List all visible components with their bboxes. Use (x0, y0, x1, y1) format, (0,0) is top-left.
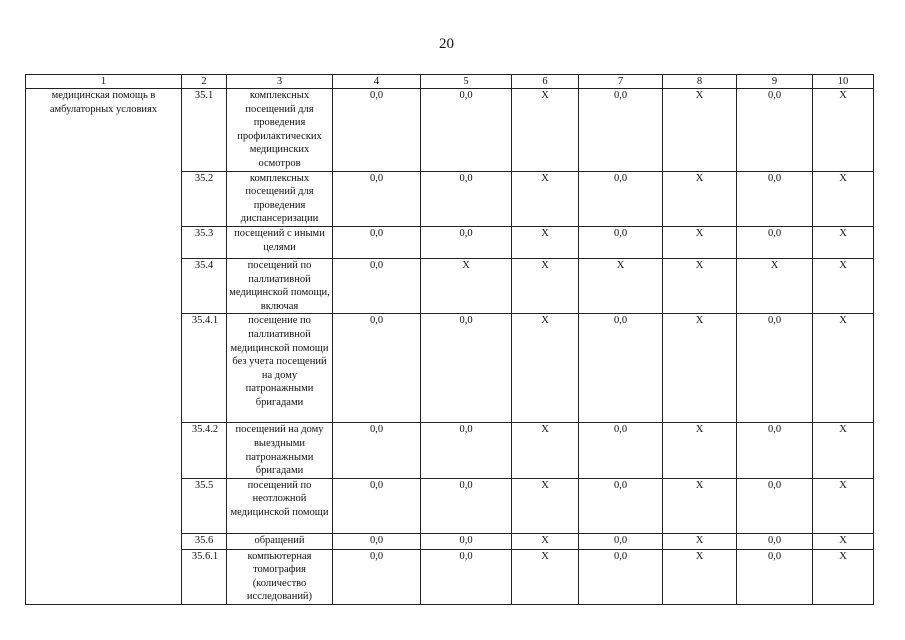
row-name: посещений на дому выездными патронажными бригадами (227, 423, 333, 478)
cell-col4: 0,0 (333, 258, 421, 313)
cell-col7: 0,0 (579, 478, 663, 533)
cell-col4: 0,0 (333, 478, 421, 533)
row-code: 35.1 (182, 89, 227, 172)
column-header: 3 (227, 75, 333, 89)
cell-col5: X (421, 258, 512, 313)
column-header: 8 (663, 75, 737, 89)
row-name: обращений (227, 533, 333, 549)
cell-col6: X (512, 423, 579, 478)
cell-col8: X (663, 423, 737, 478)
cell-col9: 0,0 (737, 89, 813, 172)
cell-col8: X (663, 478, 737, 533)
cell-col6: X (512, 171, 579, 226)
cell-col10: X (813, 423, 874, 478)
cell-col7: X (579, 258, 663, 313)
cell-col9: 0,0 (737, 533, 813, 549)
cell-col9: X (737, 258, 813, 313)
cell-col7: 0,0 (579, 171, 663, 226)
cell-col10: X (813, 171, 874, 226)
row-name: комплексных посещений для проведения диспансеризации (227, 171, 333, 226)
data-table (25, 74, 874, 605)
cell-col4: 0,0 (333, 171, 421, 226)
cell-col7: 0,0 (579, 314, 663, 423)
cell-col9: 0,0 (737, 314, 813, 423)
cell-col7: 0,0 (579, 89, 663, 172)
cell-col5: 0,0 (421, 314, 512, 423)
row-name: компьютерная томография (количество исследований) (227, 549, 333, 604)
table-row (26, 89, 874, 172)
cell-col4: 0,0 (333, 89, 421, 172)
cell-col4: 0,0 (333, 423, 421, 478)
cell-col5: 0,0 (421, 171, 512, 226)
cell-col7: 0,0 (579, 226, 663, 258)
column-header: 7 (579, 75, 663, 89)
cell-col4: 0,0 (333, 549, 421, 604)
cell-col10: X (813, 258, 874, 313)
cell-col9: 0,0 (737, 423, 813, 478)
row-code: 35.4.1 (182, 314, 227, 423)
cell-col5: 0,0 (421, 478, 512, 533)
cell-col6: X (512, 533, 579, 549)
column-header: 2 (182, 75, 227, 89)
cell-col8: X (663, 549, 737, 604)
row-name: посещений по паллиативной медицинской помощи, включая (227, 258, 333, 313)
cell-col8: X (663, 226, 737, 258)
column-header: 9 (737, 75, 813, 89)
cell-col8: X (663, 89, 737, 172)
cell-col8: X (663, 314, 737, 423)
cell-col7: 0,0 (579, 423, 663, 478)
row-code: 35.6.1 (182, 549, 227, 604)
row-code: 35.2 (182, 171, 227, 226)
cell-col6: X (512, 478, 579, 533)
cell-col4: 0,0 (333, 314, 421, 423)
column-header: 10 (813, 75, 874, 89)
cell-col5: 0,0 (421, 533, 512, 549)
cell-col8: X (663, 258, 737, 313)
cell-col10: X (813, 314, 874, 423)
cell-col6: X (512, 258, 579, 313)
column-header: 6 (512, 75, 579, 89)
cell-col5: 0,0 (421, 423, 512, 478)
cell-col4: 0,0 (333, 226, 421, 258)
cell-col10: X (813, 549, 874, 604)
cell-col10: X (813, 478, 874, 533)
cell-col8: X (663, 171, 737, 226)
cell-col6: X (512, 226, 579, 258)
cell-col9: 0,0 (737, 171, 813, 226)
cell-col7: 0,0 (579, 549, 663, 604)
row-name: посещение по паллиативной медицинской помощи без учета посещений на дому патронажными бригадами (227, 314, 333, 423)
page-number: 20 (439, 36, 454, 52)
cell-col4: 0,0 (333, 533, 421, 549)
cell-col9: 0,0 (737, 549, 813, 604)
cell-col10: X (813, 89, 874, 172)
cell-col5: 0,0 (421, 89, 512, 172)
cell-col5: 0,0 (421, 549, 512, 604)
cell-col6: X (512, 549, 579, 604)
cell-col10: X (813, 226, 874, 258)
column-number-row (26, 75, 874, 89)
cell-col9: 0,0 (737, 226, 813, 258)
cell-col6: X (512, 314, 579, 423)
row-code: 35.4.2 (182, 423, 227, 478)
row-code: 35.6 (182, 533, 227, 549)
row-code: 35.3 (182, 226, 227, 258)
row-name: посещений с иными целями (227, 226, 333, 258)
cell-col9: 0,0 (737, 478, 813, 533)
cell-col6: X (512, 89, 579, 172)
row-name: комплексных посещений для проведения профилактических медицинских осмотров (227, 89, 333, 172)
row-code: 35.4 (182, 258, 227, 313)
column-header: 4 (333, 75, 421, 89)
column-header: 1 (26, 75, 182, 89)
column-header: 5 (421, 75, 512, 89)
cell-col10: X (813, 533, 874, 549)
section-label-cell: медицинская помощь в амбулаторных условиях (26, 89, 182, 605)
row-name: посещений по неотложной медицинской помощи (227, 478, 333, 533)
cell-col7: 0,0 (579, 533, 663, 549)
cell-col8: X (663, 533, 737, 549)
row-code: 35.5 (182, 478, 227, 533)
cell-col5: 0,0 (421, 226, 512, 258)
